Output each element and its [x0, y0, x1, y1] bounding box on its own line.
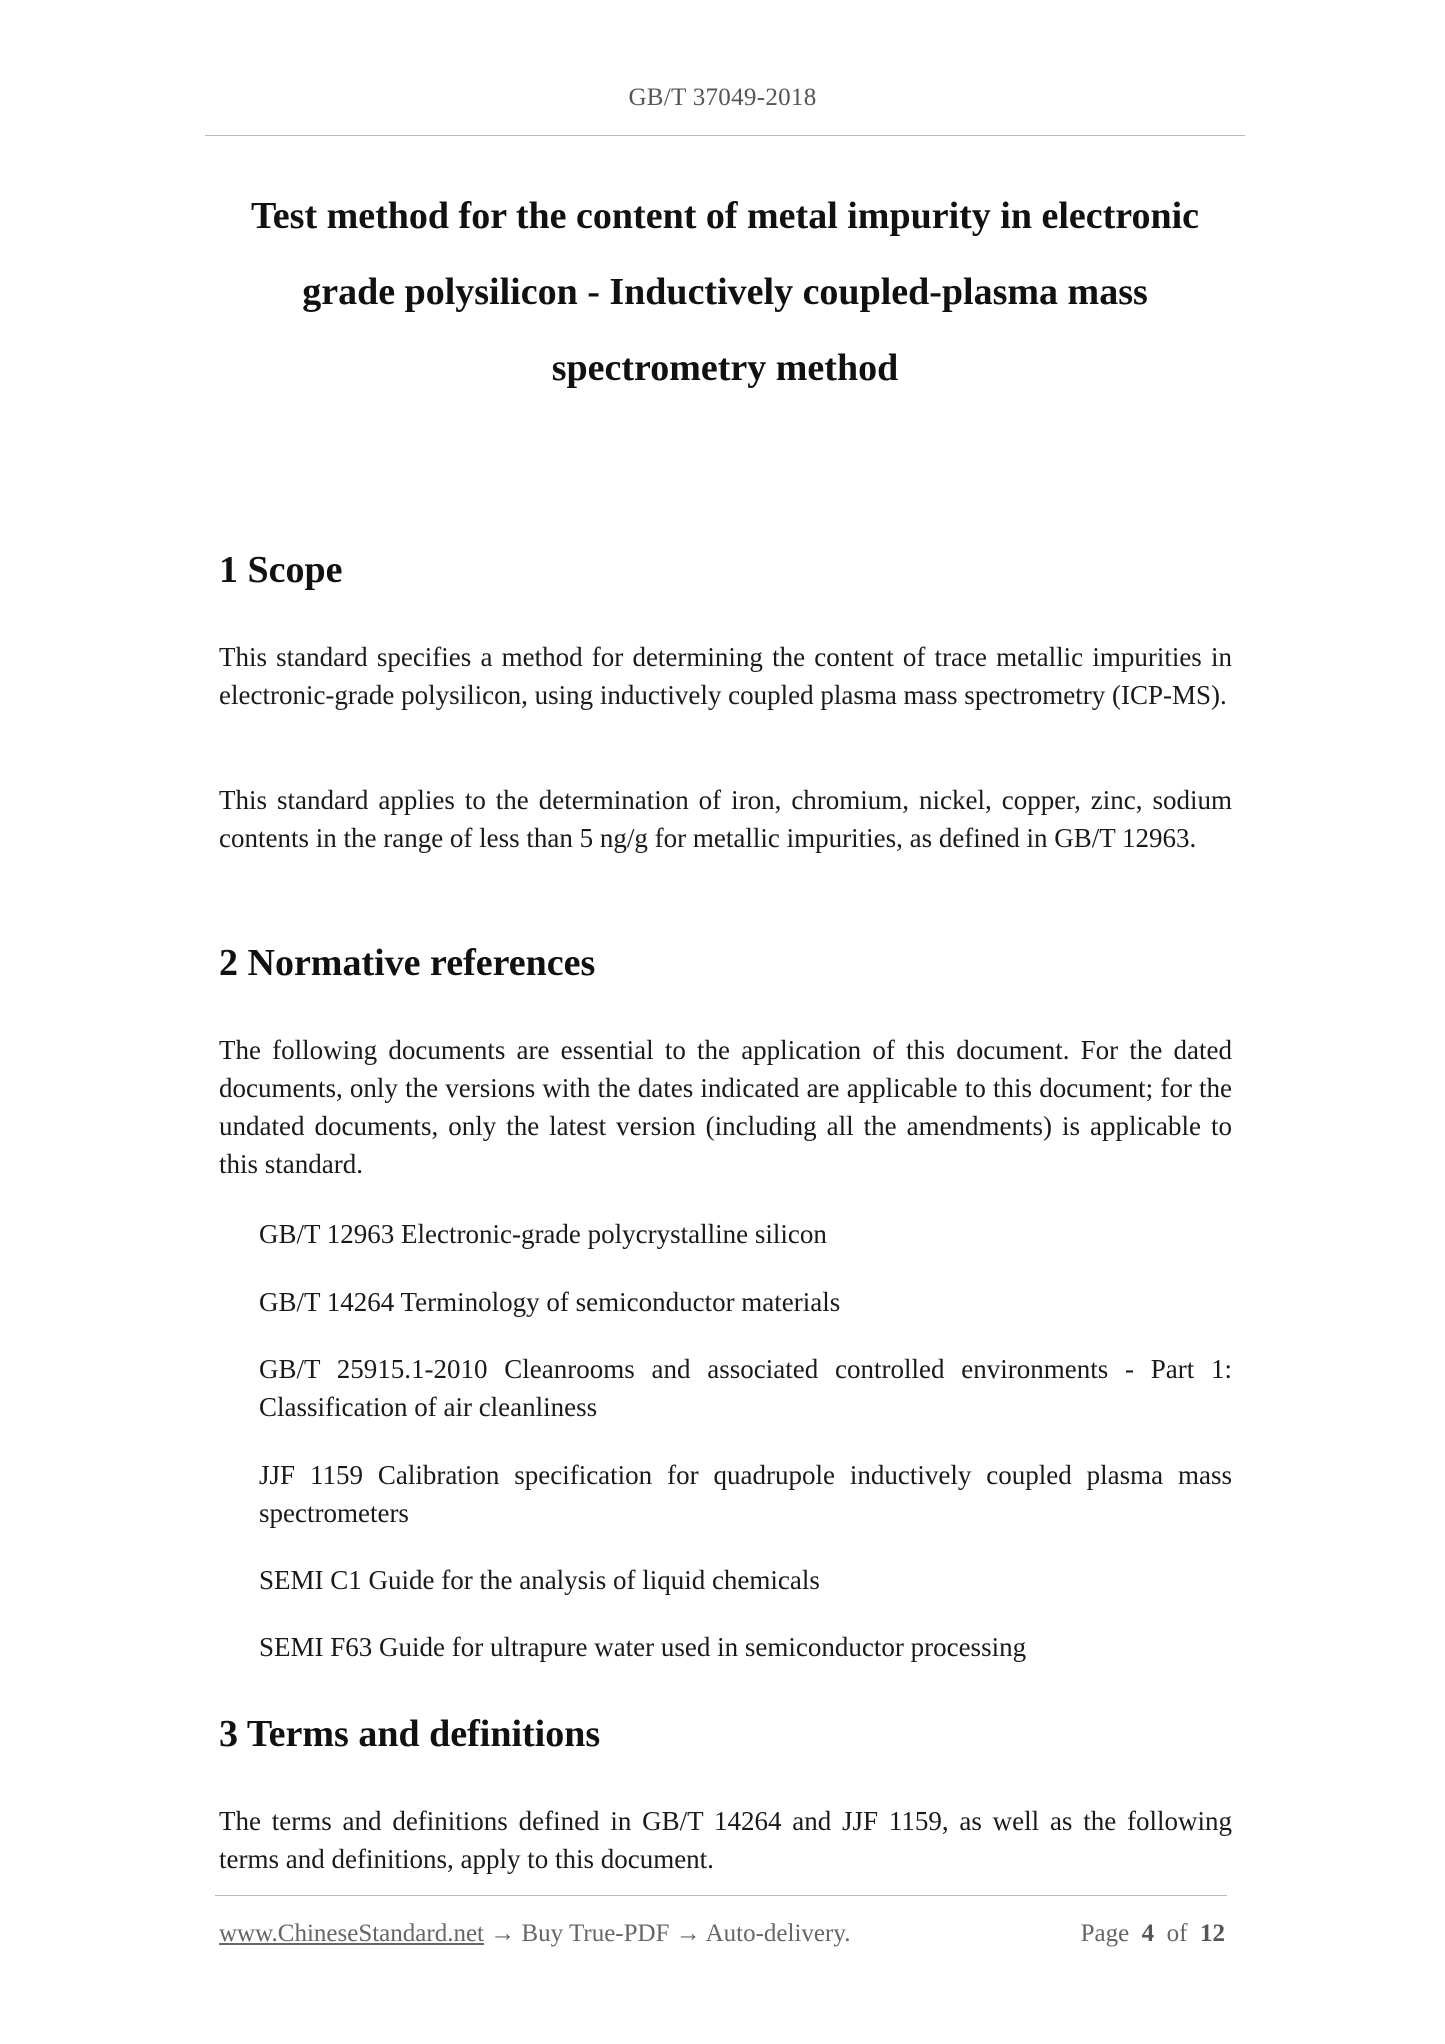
page-total: 12 — [1200, 1920, 1225, 1947]
reference-item-block — [219, 1561, 1232, 1599]
page-indicator — [1081, 1920, 1225, 1948]
reference-item-block — [219, 1628, 1232, 1666]
section-heading-terms: 3 Terms and definitions — [219, 1713, 601, 1755]
footer-buy-text: Buy True-PDF — [521, 1920, 670, 1947]
reference-item: GB/T 12963 Electronic-grade polycrystalline silicon — [259, 1219, 827, 1249]
footer-site-link[interactable]: www.ChineseStandard.net — [219, 1920, 484, 1947]
page-number: 4 — [1141, 1920, 1155, 1947]
reference-item-block — [219, 1350, 1232, 1426]
footer-delivery-text: Auto-delivery. — [705, 1920, 851, 1947]
running-header: GB/T 37049-2018 — [628, 84, 817, 111]
arrow-icon: → — [490, 1920, 516, 1947]
arrow-icon: → — [675, 1920, 701, 1947]
reference-item: GB/T 25915.1-2010 Cleanrooms and associated controlled environments - Part 1: Classification of air cleanliness — [259, 1354, 1232, 1422]
page-word: Page — [1080, 1920, 1130, 1947]
normative-intro: The following documents are essential to the application of this document. For the dated documents, only the versions with the dates indicated are applicable to this document; for the undated documents, only the latest version (including all the amendments) is applicable to this standard. — [219, 1035, 1232, 1179]
scope-paragraph-2: This standard applies to the determination of iron, chromium, nickel, copper, zinc, sodium contents in the range of less than 5 ng/g for metallic impurities, as defined in GB/T 12963. — [219, 785, 1232, 853]
section-heading-normative: 2 Normative references — [219, 942, 596, 984]
section-scope — [219, 548, 1232, 592]
terms-paragraph-block — [219, 1802, 1232, 1878]
scope-paragraph-2-block — [219, 781, 1232, 857]
header-divider — [205, 135, 1245, 136]
reference-item-block — [219, 1456, 1232, 1532]
of-word: of — [1166, 1920, 1188, 1947]
section-normative — [219, 941, 1232, 985]
footer-divider — [215, 1895, 1227, 1896]
reference-item: JJF 1159 Calibration specification for quadrupole inductively coupled plasma mass spectrometers — [259, 1460, 1232, 1528]
section-heading-scope: 1 Scope — [219, 549, 343, 591]
normative-intro-block — [219, 1031, 1232, 1183]
reference-item-block — [219, 1215, 1232, 1253]
scope-paragraph-1: This standard specifies a method for determining the content of trace metallic impurities in electronic-grade polysilicon, using inductively coupled plasma mass spectrometry (ICP-MS). — [219, 642, 1232, 710]
terms-paragraph: The terms and definitions defined in GB/T 14264 and JJF 1159, as well as the following terms and definitions, apply to this document. — [219, 1806, 1232, 1874]
reference-item-block — [219, 1283, 1232, 1321]
reference-item: SEMI C1 Guide for the analysis of liquid chemicals — [259, 1565, 820, 1595]
page-footer — [219, 1920, 1225, 1948]
reference-item: SEMI F63 Guide for ultrapure water used in semiconductor processing — [259, 1632, 1027, 1662]
scope-paragraph-1-block — [219, 638, 1232, 714]
reference-item: GB/T 14264 Terminology of semiconductor materials — [259, 1287, 841, 1317]
document-title: Test method for the content of metal impurity in electronic grade polysilicon - Inductively coupled-plasma mass spectrometry method — [250, 195, 1200, 389]
section-terms — [219, 1712, 1232, 1756]
